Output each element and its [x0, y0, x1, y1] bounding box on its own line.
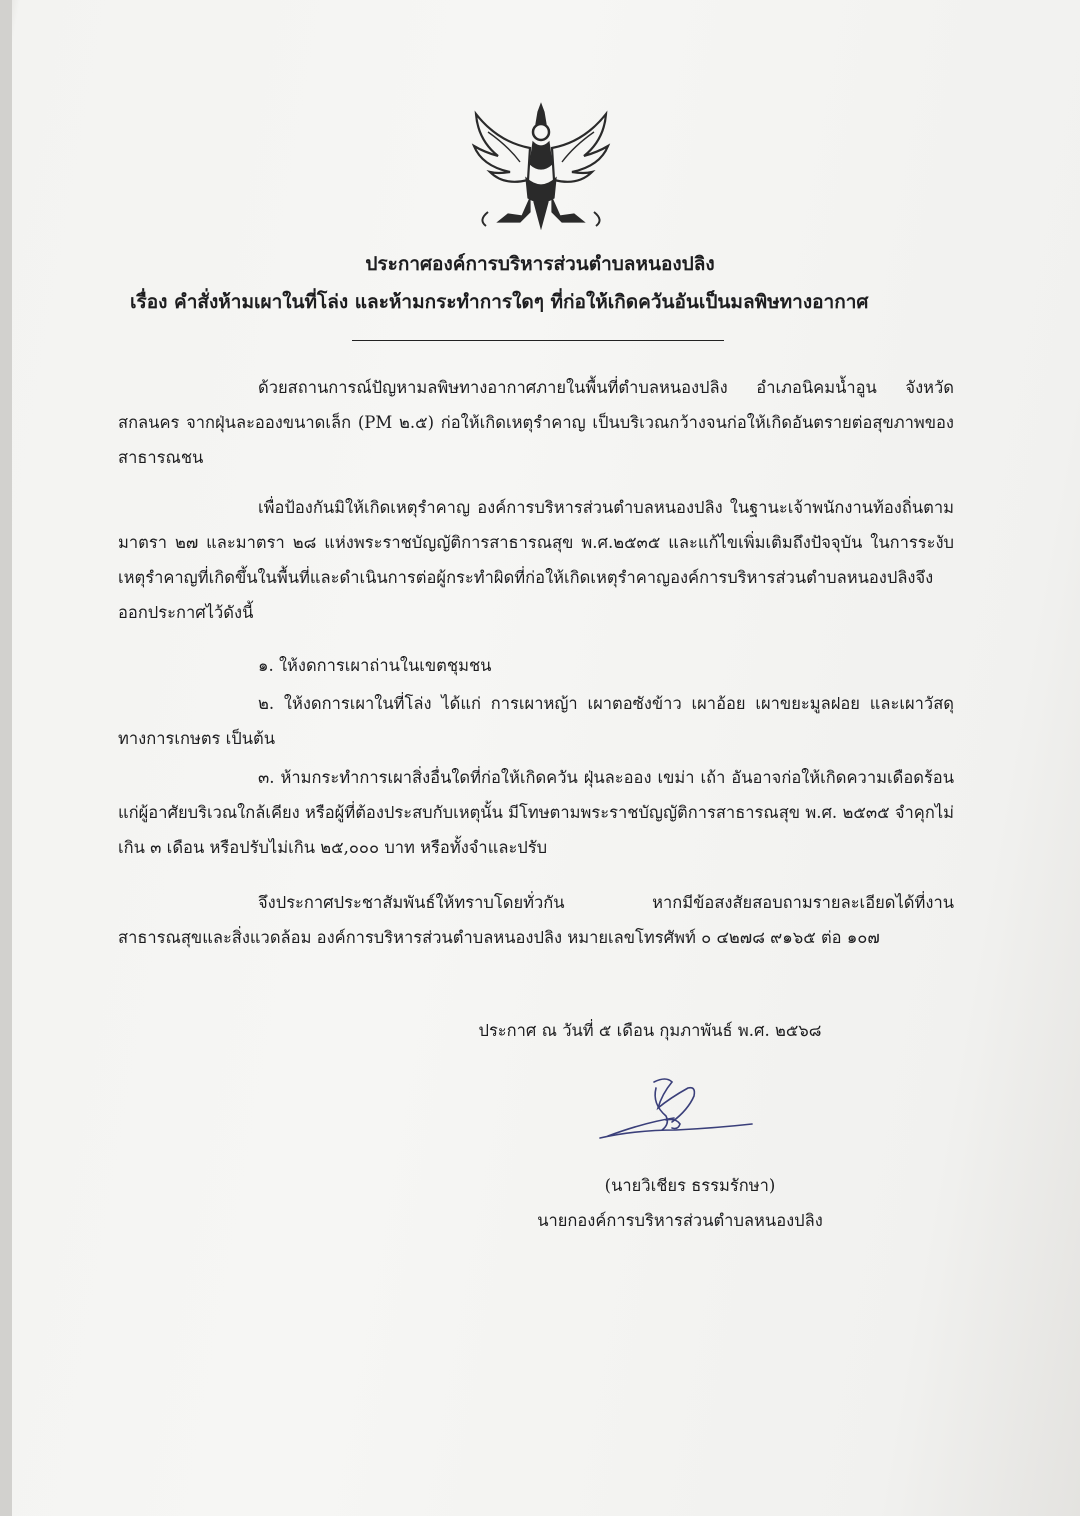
title-divider — [352, 340, 724, 341]
paragraph-authority-text: เพื่อป้องกันมิให้เกิดเหตุรำคาญ องค์การบริหารส่วนตำบลหนองปลิง ในฐานะเจ้าพนักงานท้องถิ่นตามมาตรา ๒๗ และมาตรา ๒๘ แห่งพระราชบัญญัติการสาธารณสุข พ.ศ.๒๕๓๕ และแก้ไขเพิ่มเติมถึงปัจจุบัน ในการระงับเหตุรำคาญที่เกิดขึ้นในพื้นที่และดำเนินการต่อผู้กระทำผิดที่ก่อให้เกิดเหตุรำคาญองค์การบริหารส่วนตำบลหนองปลิงจึงออกประกาศไว้ดังนี้ — [118, 498, 954, 622]
paragraph-situation — [118, 370, 954, 475]
paragraph-authority — [118, 490, 954, 630]
paragraph-contact-text: จึงประกาศประชาสัมพันธ์ให้ทราบโดยทั่วกัน หากมีข้อสงสัยสอบถามรายละเอียดได้ที่งานสาธารณสุขและสิ่งแวดล้อม องค์การบริหารส่วนตำบลหนองปลิง หมายเลขโทรศัพท์ ๐ ๔๒๗๘ ๙๑๖๕ ต่อ ๑๐๗ — [118, 893, 954, 947]
garuda-emblem-icon — [468, 102, 614, 230]
paragraph-contact — [118, 885, 954, 955]
order-item-3 — [118, 760, 954, 865]
order-item-1-text: ๑. ให้งดการเผาถ่านในเขตชุมชน — [258, 656, 492, 675]
page-edge — [0, 0, 12, 1516]
announcement-title: ประกาศองค์การบริหารส่วนตำบลหนองปลิง — [365, 253, 715, 275]
order-item-2 — [118, 686, 954, 756]
signer-position: นายกองค์การบริหารส่วนตำบลหนองปลิง — [537, 1211, 823, 1230]
signer-name: (นายวิเชียร ธรรมรักษา) — [604, 1176, 776, 1195]
handwritten-signature — [596, 1074, 758, 1146]
announcement-subject: เรื่อง คำสั่งห้ามเผาในที่โล่ง และห้ามกระทำการใดๆ ที่ก่อให้เกิดควันอันเป็นมลพิษทางอากาศ — [130, 291, 869, 313]
order-item-2-text: ๒. ให้งดการเผาในที่โล่ง ได้แก่ การเผาหญ้า เผาตอซังข้าว เผาอ้อย เผาขยะมูลฝอย และเผาวัสดุทางการเกษตร เป็นต้น — [118, 694, 954, 748]
order-item-3-text: ๓. ห้ามกระทำการเผาสิ่งอื่นใดที่ก่อให้เกิดควัน ฝุ่นละออง เขม่า เถ้า อันอาจก่อให้เกิดความเดือดร้อนแก่ผู้อาศัยบริเวณใกล้เคียง หรือผู้ที่ต้องประสบกับเหตุนั้น มีโทษตามพระราชบัญญัติการสาธารณสุข พ.ศ. ๒๕๓๕ จำคุกไม่เกิน ๓ เดือน หรือปรับไม่เกิน ๒๕,๐๐๐ บาท หรือทั้งจำและปรับ — [118, 768, 954, 857]
announcement-date: ประกาศ ณ วันที่ ๕ เดือน กุมภาพันธ์ พ.ศ. ๒๕๖๘ — [478, 1021, 822, 1040]
paragraph-situation-text: ด้วยสถานการณ์ปัญหามลพิษทางอากาศภายในพื้นที่ตำบลหนองปลิง อำเภอนิคมน้ำอูน จังหวัดสกลนคร จากฝุ่นละอองขนาดเล็ก (PM ๒.๕) ก่อให้เกิดเหตุรำคาญ เป็นบริเวณกว้างจนก่อให้เกิดอันตรายต่อสุขภาพของสาธารณชน — [118, 378, 954, 467]
order-item-1 — [118, 648, 954, 683]
